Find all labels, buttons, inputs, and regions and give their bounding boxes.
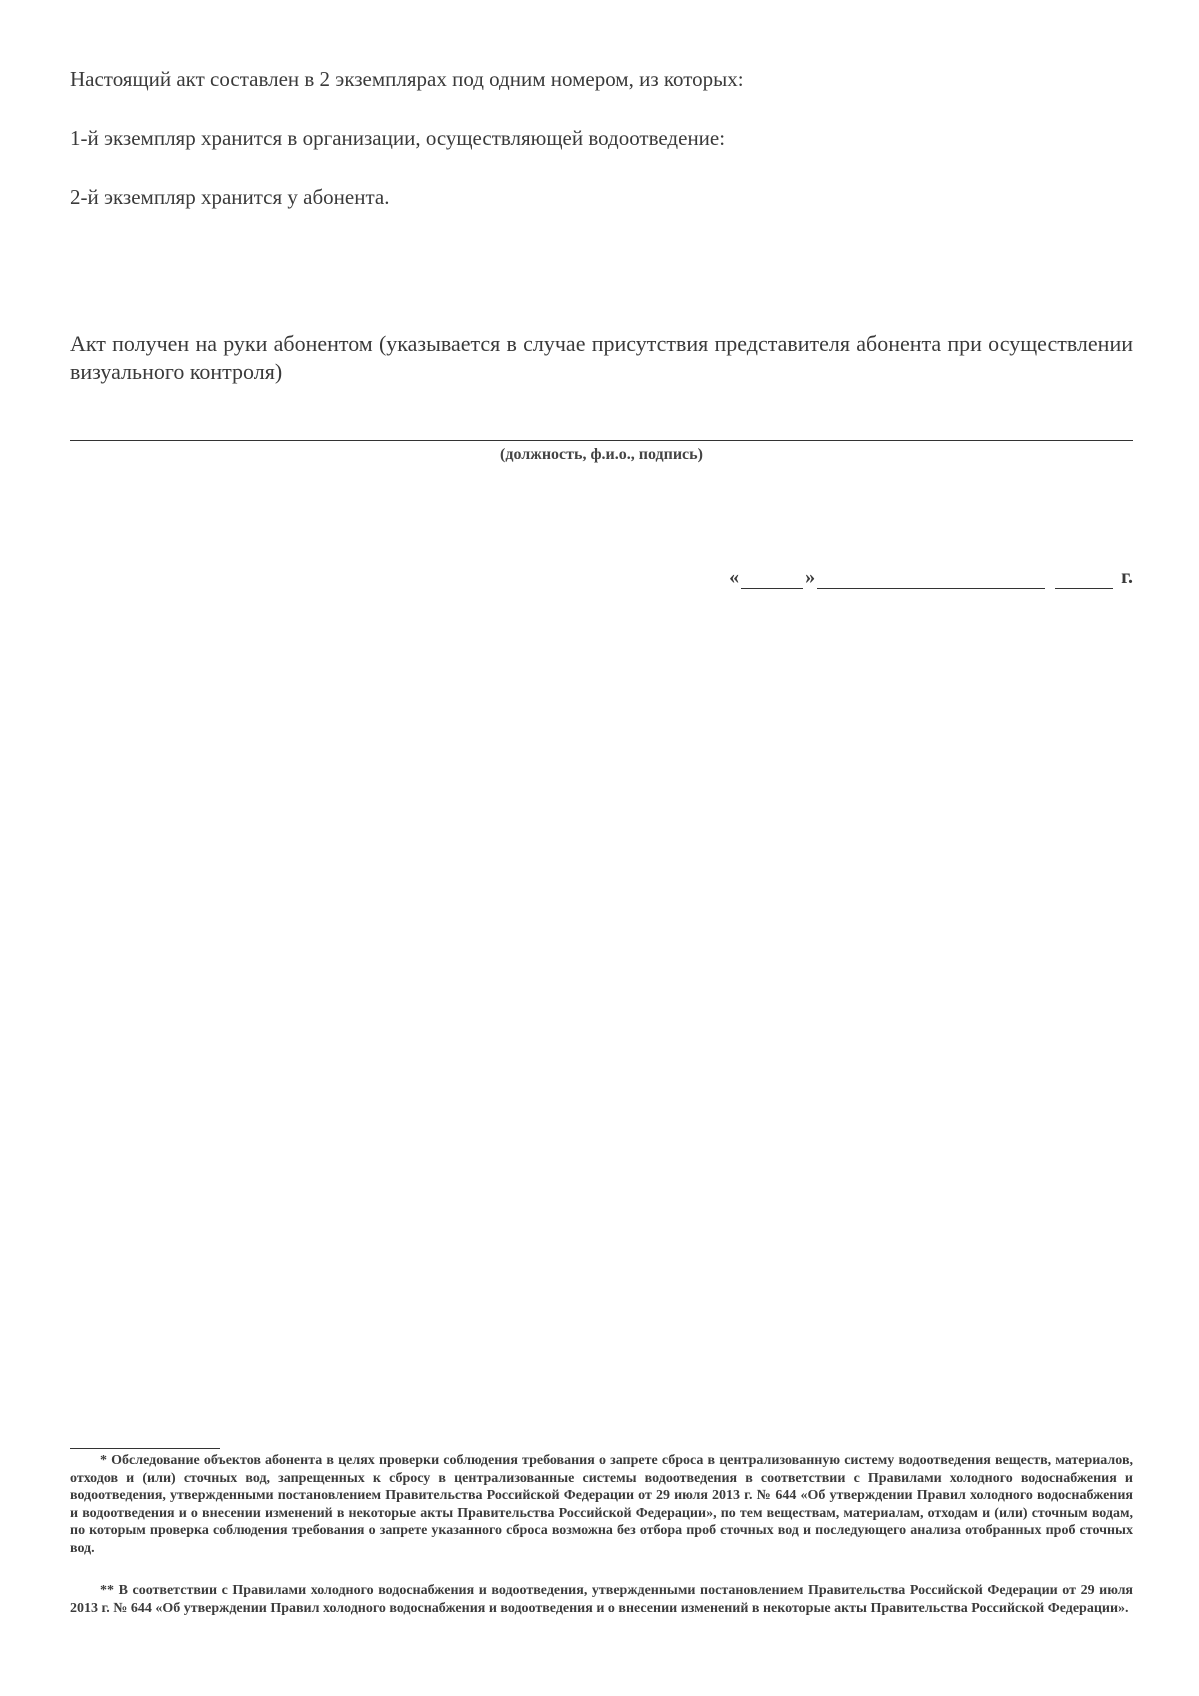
copy-2-text: 2-й экземпляр хранится у абонента. [70, 185, 390, 209]
date-day-blank [741, 570, 803, 589]
date-open-quote: « [729, 566, 740, 588]
footnote-1: * Обследование объектов абонента в целях проверки соблюдения требования о запрете сброса в централизованную систему водоотведения веществ, материалов, отходов и (или) сточных вод, запрещенных к сбросу в централизованные системы водоотведения в соответствии с Правилами холодного водоснабжения и водоотведения, утвержденными постановлением Правительства Российской Федерации от 29 июля 2013 г. № 644 «Об утверждении Правил холодного водоснабжения и водоотведения и о внесении изменений в некоторые акты Правительства Российской Федерации», по тем веществам, материалам, отходам и (или) сточным водам, по которым проверка соблюдения требования о запрете указанного сброса возможна без отбора проб сточных вод и последующего анализа отобранных проб сточных вод. [70, 1453, 1133, 1556]
date-field [729, 566, 1133, 589]
date-month-blank [817, 570, 1045, 589]
signature-caption: (должность, ф.и.о., подпись) [500, 446, 703, 463]
copy-1-text: 1-й экземпляр хранится в организации, осуществляющей водоотведение: [70, 126, 726, 150]
copies-intro-text: Настоящий акт составлен в 2 экземплярах под одним номером, из которых: [70, 67, 744, 91]
footnote-divider [70, 1448, 220, 1449]
date-year-blank [1055, 570, 1113, 589]
footnote-2: ** В соответствии с Правилами холодного водоснабжения и водоотведения, утвержденными постановлением Правительства Российской Федерации от 29 июля 2013 г. № 644 «Об утверждении Правил холодного водоснабжения и водоотведения и о внесении изменений в некоторые акты Правительства Российской Федерации». [70, 1583, 1133, 1616]
date-year-suffix: г. [1121, 566, 1133, 588]
received-note-text: Акт получен на руки абонентом (указывается в случае присутствия представителя абонента при осуществлении визуального контроля) [70, 331, 1133, 384]
date-close-quote: » [805, 566, 816, 588]
signature-line [70, 440, 1133, 441]
